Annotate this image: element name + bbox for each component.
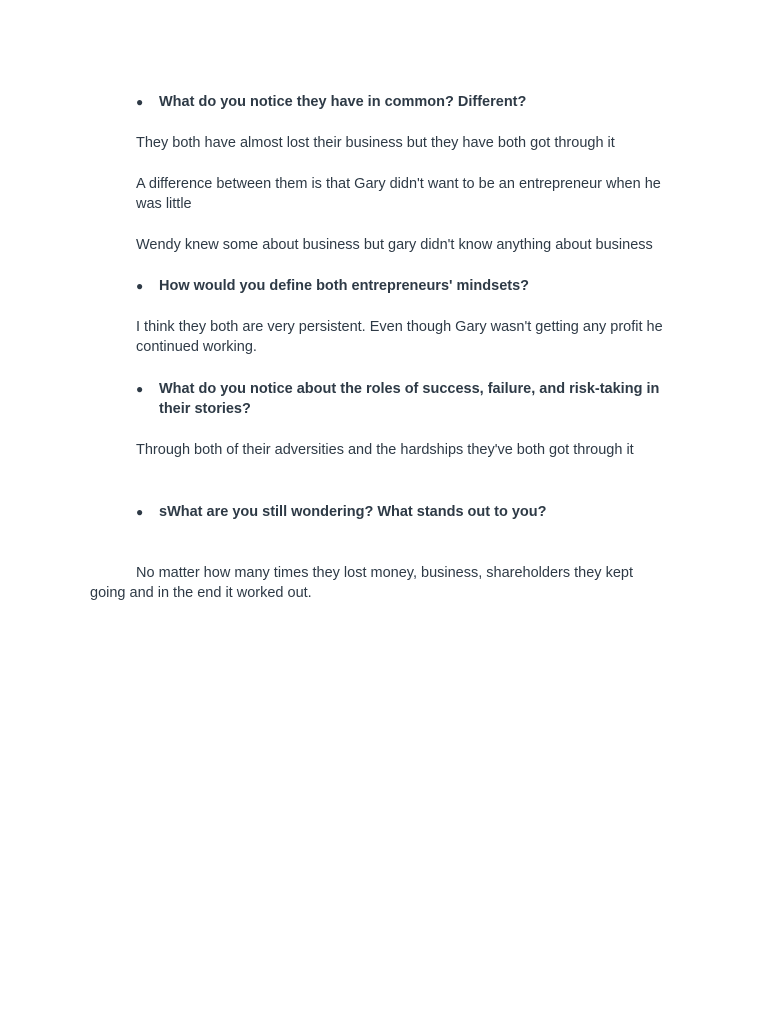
answer-roles: Through both of their adversities and the hardships they've both got through it: [136, 442, 634, 458]
answer-mindset: I think they both are very persistent. Even though Gary wasn't getting any profit he continued working.: [136, 319, 663, 355]
bullet-icon: ●: [136, 95, 144, 109]
bullet-icon: ●: [136, 505, 144, 519]
answer-wondering: No matter how many times they lost money, business, shareholders they kept going and in the end it worked out.: [90, 565, 633, 601]
question-3: [136, 379, 676, 419]
bullet-icon: ●: [136, 279, 144, 293]
answer-difference: A difference between them is that Gary didn't want to be an entrepreneur when he was little: [136, 176, 661, 212]
bullet-icon: ●: [136, 382, 144, 396]
question-2: [136, 276, 676, 296]
question-text: What do you notice they have in common? Different?: [159, 94, 527, 110]
question-text: How would you define both entrepreneurs' mindsets?: [159, 278, 530, 294]
question-text: What do you notice about the roles of success, failure, and risk-taking in their stories?: [159, 381, 660, 417]
answer-common: They both have almost lost their business but they have both got through it: [136, 135, 615, 151]
question-4: [136, 502, 676, 522]
question-text: sWhat are you still wondering? What stands out to you?: [159, 504, 547, 520]
question-1: [136, 92, 676, 112]
answer-knowledge: Wendy knew some about business but gary didn't know anything about business: [136, 237, 653, 253]
